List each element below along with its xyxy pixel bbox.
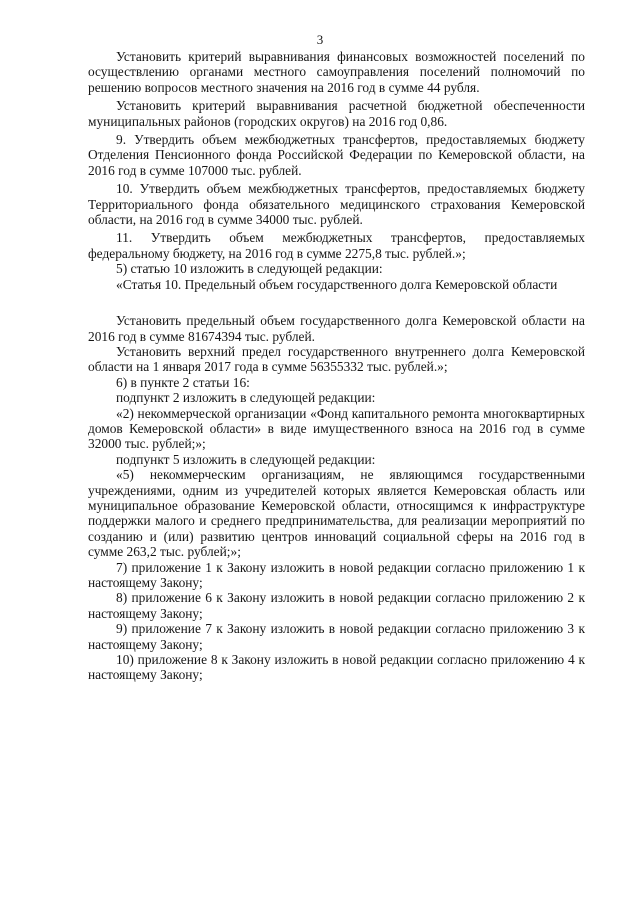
- paragraph-item-11-federal-budget: 11. Утвердить объем межбюджетных трансфертов, предоставляемых федеральному бюджету, на 2016 год в сумме 2275,8 тыс. рублей.»;: [88, 230, 585, 261]
- paragraph-item-10-medical-fund: 10. Утвердить объем межбюджетных трансфертов, предоставляемых бюджету Территориального фонда обязательного медицинского страхования Кемеровской области, на 2016 год в сумме 34000 тыс. рублей.: [88, 181, 585, 228]
- paragraph-item-5-article-10: 5) статью 10 изложить в следующей редакции:: [116, 261, 383, 277]
- document-body: [88, 49, 585, 683]
- paragraph-debt-limit: Установить предельный объем государственного долга Кемеровской области на 2016 год в сумме 81674394 тыс. рублей.: [88, 313, 585, 344]
- paragraph-subitem-2-text: «2) некоммерческой организации «Фонд капитального ремонта многоквартирных домов Кемеровской области» в виде имущественного взноса на 2016 год в сумме 32000 тыс. рублей;»;: [88, 405, 585, 452]
- paragraph-item-6-article-16: 6) в пункте 2 статьи 16:: [116, 374, 250, 390]
- paragraph-item-10-appendix-8: 10) приложение 8 к Закону изложить в новой редакции согласно приложению 4 к настоящему Закону;: [88, 652, 585, 683]
- paragraph-debt-upper-limit: Установить верхний предел государственного внутреннего долга Кемеровской области на 1 января 2017 года в сумме 56355332 тыс. рублей.»;: [88, 343, 585, 375]
- paragraph-item-7-appendix-1: 7) приложение 1 к Закону изложить в новой редакции согласно приложению 1 к настоящему Закону;: [88, 559, 585, 590]
- paragraph-item-9-appendix-7: 9) приложение 7 к Закону изложить в новой редакции согласно приложению 3 к настоящему Закону;: [88, 621, 585, 652]
- paragraph-subitem-2-intro: подпункт 2 изложить в следующей редакции:: [116, 390, 376, 406]
- paragraph-item-8-appendix-6: 8) приложение 6 к Закону изложить в новой редакции согласно приложению 2 к настоящему Закону;: [88, 590, 585, 621]
- paragraph-subitem-5-text: «5) некоммерческим организациям, не являющимся государственными учреждениями, одним из учредителей которых является Кемеровская область или муниципальное образование Кемеровской области, относящимся к инфраструктуре поддержки малого и среднего предпринимательства, для реализации мероприятий по созданию и (или) развитию центров инноваций социальной сферы на 2016 год в сумме 263,2 тыс. рублей;»;: [88, 467, 585, 560]
- paragraph-district-criterion: Установить критерий выравнивания расчетной бюджетной обеспеченности муниципальных районов (городских округов) на 2016 год 0,86.: [88, 98, 585, 129]
- paragraph-settlement-criterion: Установить критерий выравнивания финансовых возможностей поселений по осуществлению органами местного самоуправления поселений полномочий по решению вопросов местного значения на 2016 год в сумме 44 рубля.: [88, 49, 585, 95]
- paragraph-subitem-5-intro: подпункт 5 изложить в следующей редакции:: [116, 451, 376, 467]
- paragraph-item-9-pension-fund: 9. Утвердить объем межбюджетных трансфертов, предоставляемых бюджету Отделения Пенсионного фонда Российской Федерации по Кемеровской области, на 2016 год в сумме 107000 тыс. рублей.: [88, 132, 585, 178]
- article-10-heading: «Статья 10. Предельный объем государственного долга Кемеровской области: [116, 276, 558, 292]
- page-number: 3: [316, 32, 324, 47]
